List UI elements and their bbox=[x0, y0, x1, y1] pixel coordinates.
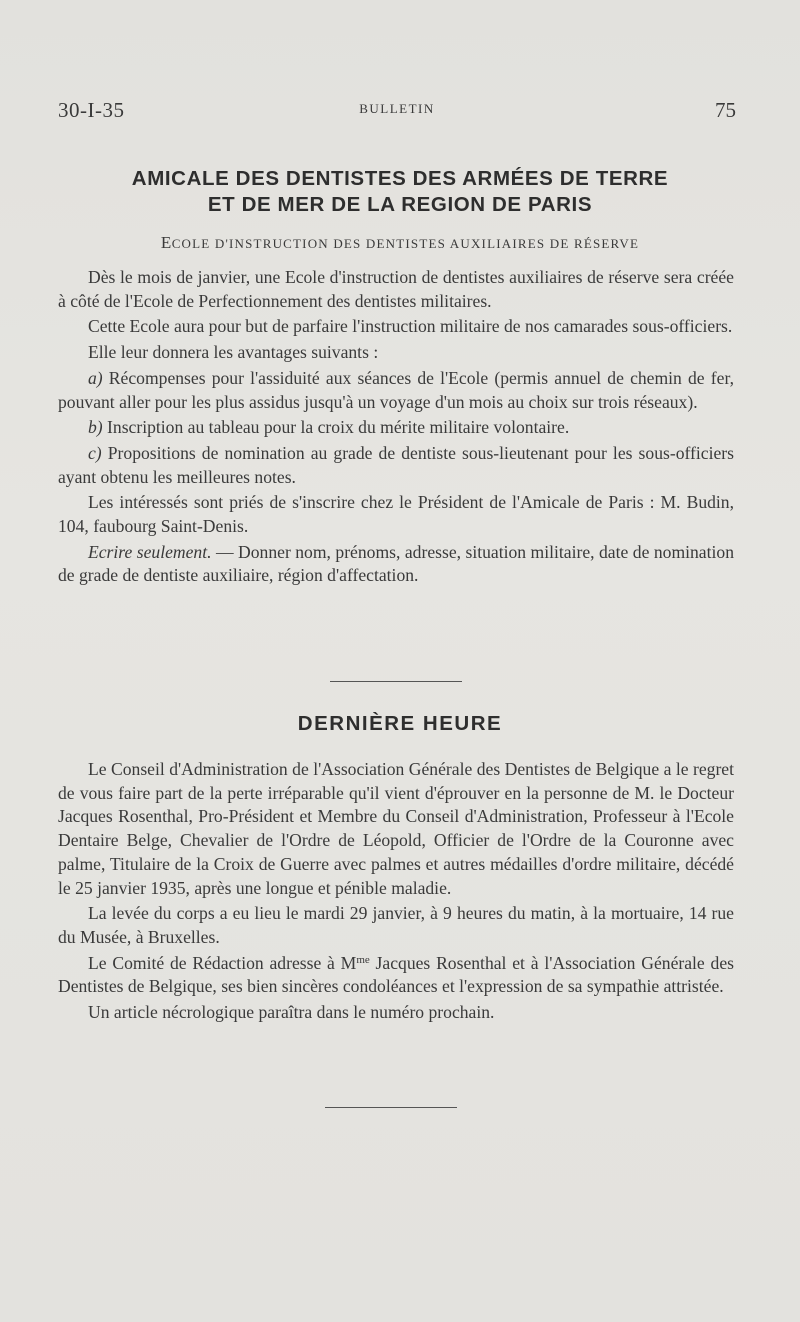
item-label: b) bbox=[88, 417, 103, 438]
running-header bbox=[58, 98, 736, 126]
paragraph: Elle leur donnera les avantages suivants : bbox=[88, 342, 379, 363]
paragraph: Cette Ecole aura pour but de parfaire l'instruction militaire de nos camarades sous-officiers. bbox=[88, 316, 733, 337]
paragraph: Dès le mois de janvier, une Ecole d'instruction de dentistes auxiliaires de réserve sera créée à côté de l'Ecole de Perfectionnement des dentistes militaires. bbox=[58, 267, 734, 311]
list-item-a bbox=[58, 367, 734, 414]
subtitle-initial: E bbox=[160, 233, 172, 252]
item-text: Propositions de nomination au grade de dentiste sous-lieutenant pour les sous-officiers ayant obtenu les meilleures notes. bbox=[58, 442, 734, 487]
paragraph bbox=[58, 952, 734, 999]
subtitle-rest: COLE D'INSTRUCTION DES DENTISTES AUXILIAIRES DE RÉSERVE bbox=[171, 236, 640, 251]
section2-title: DERNIÈRE HEURE bbox=[297, 712, 503, 735]
paragraph: Un article nécrologique paraîtra dans le numéro prochain. bbox=[88, 1002, 495, 1023]
section1-title-line2: ET DE MER DE LA REGION DE PARIS bbox=[207, 193, 593, 216]
paragraph: La levée du corps a eu lieu le mardi 29 janvier, à 9 heures du matin, à la mortuaire, 14 rue du Musée, à Bruxelles. bbox=[58, 903, 734, 947]
end-divider bbox=[325, 1107, 457, 1108]
section2-body bbox=[58, 758, 734, 1025]
item-label: a) bbox=[88, 367, 103, 388]
section-divider bbox=[330, 681, 462, 682]
item-label: c) bbox=[88, 442, 102, 463]
section1-subtitle bbox=[58, 233, 742, 253]
paragraph: Les intéressés sont priés de s'inscrire chez le Président de l'Amicale de Paris : M. Budin, 104, faubourg Saint-Denis. bbox=[58, 492, 734, 537]
header-date: 30-I-35 bbox=[58, 98, 125, 122]
item-text: Inscription au tableau pour la croix du mérite militaire volontaire. bbox=[102, 417, 570, 438]
list-item-c bbox=[58, 442, 734, 489]
list-item-b bbox=[58, 416, 734, 440]
item-text: Récompenses pour l'assiduité aux séances de l'Ecole (permis annuel de chemin de fer, pouvant aller pour les plus assidus jusqu'à un voyage d'un mois au choix sur trois réseaux). bbox=[58, 367, 734, 412]
paragraph: Le Conseil d'Administration de l'Association Générale des Dentistes de Belgique a le regret de vous faire part de la perte irréparable qu'il vient d'éprouver en la personne de M. le Docteur Jacques Rosenthal, Pro-Président et Membre du Conseil d'Administration, Professeur à l'Ecole Dentaire Belge, Chevalier de l'Ordre de Léopold, Officier de l'Ordre de la Couronne avec palme, Titulaire de la Croix de Guerre avec palmes et autres médailles d'ordre militaire, décédé le 25 janvier 1935, après une longue et pénible maladie. bbox=[58, 759, 734, 898]
paragraph-text: Jacques Rosenthal et à l'Association Générale des Dentistes de Belgique, ses bien sincères condoléances et l'expression de sa sympathie attristée. bbox=[58, 952, 734, 997]
paragraph bbox=[58, 541, 734, 588]
italic-lead: Ecrire seulement. bbox=[88, 541, 212, 562]
superscript: me bbox=[356, 953, 370, 966]
header-running-title: BULLETIN bbox=[359, 101, 435, 116]
section1-body bbox=[58, 266, 734, 588]
paragraph-text: — Donner nom, prénoms, adresse, situation militaire, date de nomination de grade de dentiste auxiliaire, région d'affectation. bbox=[58, 541, 734, 586]
paragraph-text: Le Comité de Rédaction adresse à M bbox=[88, 952, 357, 973]
section1-title-line1: AMICALE DES DENTISTES DES ARMÉES DE TERRE bbox=[131, 167, 669, 190]
page-number: 75 bbox=[715, 98, 736, 122]
